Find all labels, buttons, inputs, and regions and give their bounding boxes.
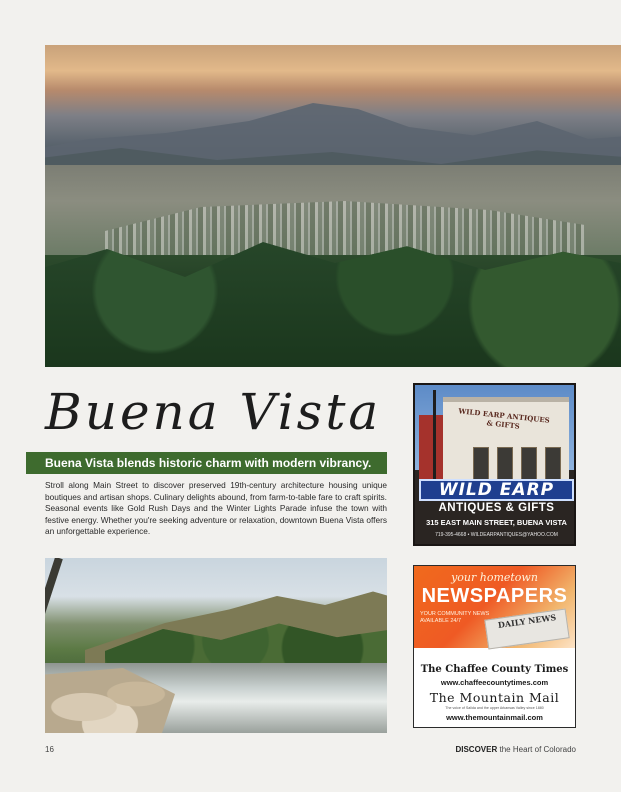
ad-address: 315 EAST MAIN STREET, BUENA VISTA [426, 518, 567, 527]
times-link[interactable]: www.chaffeecountytimes.com [440, 678, 549, 687]
ad-contact[interactable]: 719-395-4668 • WILDEARPANTIQUES@YAHOO.COM [435, 532, 558, 538]
body-paragraph: Stroll along Main Street to discover preserved 19th-century architecture housing unique boutiques and artisan shops. Culinary delights abound, from farm-to-table fare to craft spirits. Seasonal events like Gold Rush Days and the Winter Lights Parade infuse the town with festive energy. Whether you're seeking adventure or relaxation, downtown Buena Vista offers an unforgettable experience. [45, 480, 387, 537]
footer-discover: DISCOVER [455, 745, 498, 754]
window [497, 447, 513, 481]
tree-trunk [45, 558, 63, 673]
window [545, 447, 561, 481]
storefront-sign: WILD EARP ANTIQUES & GIFTS [457, 406, 551, 431]
ad-subtitle: ANTIQUES & GIFTS [438, 502, 555, 514]
hero-photo [45, 45, 621, 367]
newspapers-ad[interactable] [413, 565, 576, 728]
footer-tagline: the Heart of Colorado [499, 745, 576, 754]
window [473, 447, 489, 481]
ad-tagline: your hometown [451, 571, 538, 584]
newspaper-label: DAILY NEWS [497, 611, 557, 631]
window [521, 447, 537, 481]
red-building [419, 415, 443, 481]
footer-publication [455, 745, 576, 754]
times-masthead: The Chaffee County Times [420, 664, 569, 675]
page-number: 16 [45, 745, 54, 754]
ad-headline: NEWSPAPERS [421, 585, 568, 607]
intro-banner: Buena Vista blends historic charm with modern vibrancy. [26, 452, 387, 474]
wild-earp-logo: WILD EARP [419, 479, 574, 501]
street-lamp [433, 390, 436, 482]
ad-availability: YOUR COMMUNITY NEWS AVAILABLE 24/7 [420, 611, 490, 624]
river-photo [45, 558, 387, 733]
mail-link[interactable]: www.themountainmail.com [446, 713, 543, 722]
page-title: Buena Vista [45, 383, 382, 441]
mail-masthead: The Mountain Mail [429, 690, 560, 705]
wild-earp-ad[interactable] [413, 383, 576, 546]
mail-subtitle: The voice of Salida and the upper Arkansas Valley since 1880 [445, 706, 544, 710]
